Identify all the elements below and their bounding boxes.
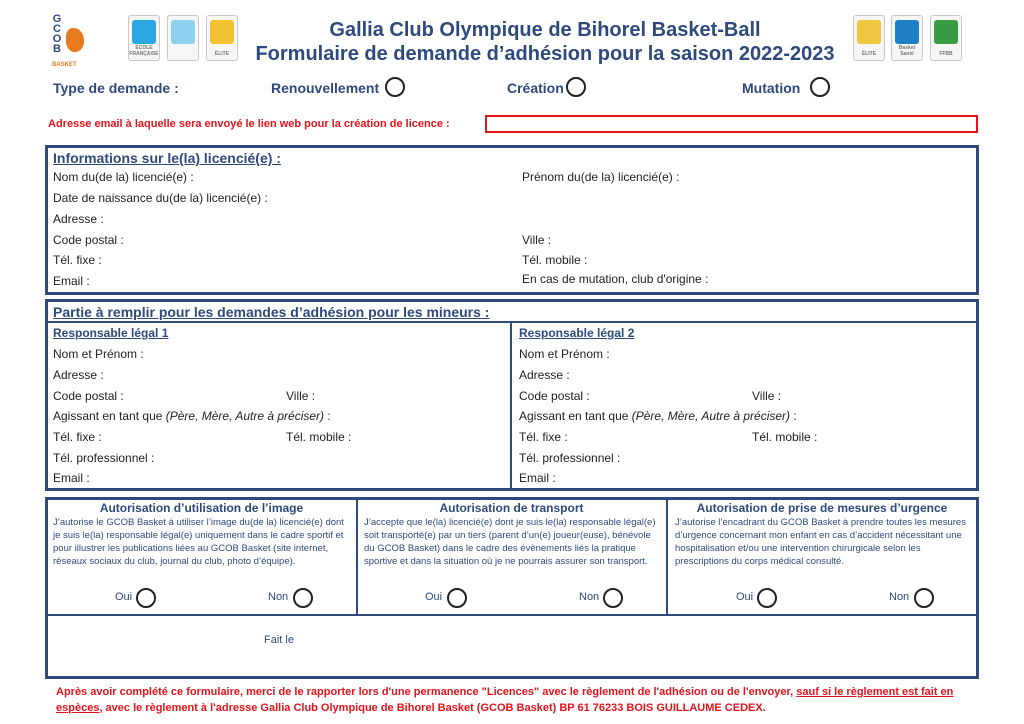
- divider: [47, 321, 977, 323]
- option-renouvellement-label: Renouvellement: [271, 80, 380, 96]
- page-title-club: Gallia Club Olympique de Bihorel Basket-Ball: [329, 19, 761, 41]
- resp1-email-field[interactable]: Email :: [53, 471, 90, 485]
- resp2-adresse-field[interactable]: Adresse :: [519, 368, 570, 382]
- field-adresse[interactable]: Adresse :: [53, 212, 104, 226]
- agissant-hint: (Père, Mère, Autre à préciser): [165, 409, 325, 423]
- resp1-tel-mobile-field[interactable]: Tél. mobile :: [286, 430, 352, 444]
- fait-le-field[interactable]: Fait le: [264, 634, 294, 646]
- field-tel-fixe[interactable]: Tél. fixe :: [53, 253, 102, 267]
- label-badge: [167, 15, 199, 61]
- divider: [510, 322, 512, 489]
- autorisation-urgence-text: J’autorise l’encadrant du GCOB Basket à prendre toutes les mesures d’urgence concernant mon enfant en cas d’accident nécessitant une hospitalisation et/ou une intervention chirurgicale selon les prescriptions du corps médical consulté.: [675, 517, 966, 567]
- basketball-icon: [66, 28, 84, 52]
- email-instruction: Adresse email à laquelle sera envoyé le lien web pour la création de licence :: [48, 118, 450, 130]
- field-prenom-licencie[interactable]: Prénom du(de la) licencié(e) :: [522, 170, 680, 184]
- mineurs-section: [45, 299, 979, 491]
- radio-transport-oui[interactable]: [447, 588, 467, 608]
- field-code-postal[interactable]: Code postal :: [53, 233, 124, 247]
- footer-text: Après avoir complété ce formulaire, merci de le rapporter lors d'une permanence "Licences" avec le règlement de l'adhésion ou de l'envoyer,: [56, 686, 797, 698]
- gcob-logo-letters: GCOB: [52, 13, 62, 55]
- resp1-tel-fixe-field[interactable]: Tél. fixe :: [53, 430, 102, 444]
- oui-label: Oui: [115, 591, 133, 603]
- resp1-tel-pro-field[interactable]: Tél. professionnel :: [53, 451, 155, 465]
- option-mutation-label: Mutation: [742, 80, 801, 96]
- radio-image-non[interactable]: [293, 588, 313, 608]
- resp1-ville-field[interactable]: Ville :: [286, 389, 316, 403]
- ffbb-badge: FFBB: [930, 15, 962, 61]
- radio-mutation[interactable]: [810, 77, 830, 97]
- radio-transport-non[interactable]: [603, 588, 623, 608]
- autorisation-image-text: J’autorise le GCOB Basket à utiliser l’image du(de la) licencié(e) dont je suis le(la) responsable légal(e) uniquement dans le cadre sportif et pour illustrer les publications liées au GCOB Basket (site internet, réseaux sociaux du club, journal du club, photo d’équipe).: [53, 517, 344, 567]
- divider: [666, 499, 668, 615]
- resp1-cp-field[interactable]: Code postal :: [53, 389, 124, 403]
- page-title-form: Formulaire de demande d’adhésion pour la saison 2022-2023: [255, 43, 835, 65]
- footer-instructions: [56, 684, 976, 716]
- label-elite-badge-right: ÉLITE: [853, 15, 885, 61]
- resp2-tel-fixe-field[interactable]: Tél. fixe :: [519, 430, 568, 444]
- autorisation-transport-text: J’accepte que le(la) licencié(e) dont je suis le(la) responsable légal(e) soit transporté(e) par un tiers (parent d’un(e) joueur(euse), bénévole du GCOB Basket) dans le cadre des évènements liés la pratique sportive et dans la situation où je ne pourrais assurer son transport.: [364, 517, 656, 567]
- label-elite-badge: ÉLITE: [206, 15, 238, 61]
- email-field[interactable]: [485, 115, 978, 133]
- radio-creation[interactable]: [566, 77, 586, 97]
- resp2-tel-pro-field[interactable]: Tél. professionnel :: [519, 451, 621, 465]
- basket-sante-badge: Basket Santé: [891, 15, 923, 61]
- field-ville[interactable]: Ville :: [522, 233, 552, 247]
- autorisation-urgence-title: Autorisation de prise de mesures d’urgence: [696, 501, 948, 515]
- resp2-agissant-field[interactable]: [519, 409, 797, 423]
- resp2-ville-field[interactable]: Ville :: [752, 389, 782, 403]
- radio-renouvellement[interactable]: [385, 77, 405, 97]
- resp2-cp-field[interactable]: Code postal :: [519, 389, 590, 403]
- gcob-logo-sub: BASKET: [52, 62, 77, 68]
- responsable-2-title: Responsable légal 2: [519, 326, 635, 340]
- agissant-colon: :: [324, 409, 331, 423]
- footer-text-end: , avec le règlement à l'adresse Gallia Club Olympique de Bihorel Basket (GCOB Basket) BP 61 76233 BOIS GUILLAUME CEDEX.: [99, 702, 766, 714]
- responsable-1-title: Responsable légal 1: [53, 326, 169, 340]
- autorisation-transport-title: Autorisation de transport: [439, 501, 584, 515]
- field-tel-mobile[interactable]: Tél. mobile :: [522, 253, 588, 267]
- licencie-section-title: Informations sur le(la) licencié(e) :: [53, 150, 281, 166]
- agissant-colon: :: [790, 409, 797, 423]
- agissant-label: Agissant en tant que: [519, 409, 632, 423]
- field-club-origine[interactable]: En cas de mutation, club d'origine :: [522, 272, 709, 286]
- radio-urgence-oui[interactable]: [757, 588, 777, 608]
- resp2-nom-field[interactable]: Nom et Prénom :: [519, 347, 610, 361]
- licencie-section: [45, 145, 979, 295]
- label-ecole-francaise-badge: ÉCOLE FRANÇAISE: [128, 15, 160, 61]
- non-label: Non: [579, 591, 600, 603]
- radio-urgence-non[interactable]: [914, 588, 934, 608]
- resp2-email-field[interactable]: Email :: [519, 471, 556, 485]
- agissant-hint: (Père, Mère, Autre à préciser): [631, 409, 791, 423]
- autorisation-image-title: Autorisation d’utilisation de l’image: [99, 501, 304, 515]
- resp1-nom-field[interactable]: Nom et Prénom :: [53, 347, 144, 361]
- radio-image-oui[interactable]: [136, 588, 156, 608]
- field-date-naissance[interactable]: Date de naissance du(de la) licencié(e) :: [53, 191, 268, 205]
- oui-label: Oui: [736, 591, 754, 603]
- option-creation-label: Création: [507, 80, 564, 96]
- resp1-adresse-field[interactable]: Adresse :: [53, 368, 104, 382]
- agissant-label: Agissant en tant que: [53, 409, 166, 423]
- divider: [47, 614, 977, 616]
- field-email[interactable]: Email :: [53, 274, 90, 288]
- field-nom-licencie[interactable]: Nom du(de la) licencié(e) :: [53, 170, 194, 184]
- gcob-logo: [52, 13, 86, 68]
- non-label: Non: [889, 591, 910, 603]
- divider: [356, 499, 358, 615]
- oui-label: Oui: [425, 591, 443, 603]
- type-demande-label: Type de demande :: [53, 80, 179, 96]
- mineurs-section-title: Partie à remplir pour les demandes d’adhésion pour les mineurs :: [53, 304, 490, 320]
- non-label: Non: [268, 591, 289, 603]
- footer-underlined: sauf si le règlement est fait en espèces: [56, 686, 954, 714]
- resp1-agissant-field[interactable]: [53, 409, 331, 423]
- resp2-tel-mobile-field[interactable]: Tél. mobile :: [752, 430, 818, 444]
